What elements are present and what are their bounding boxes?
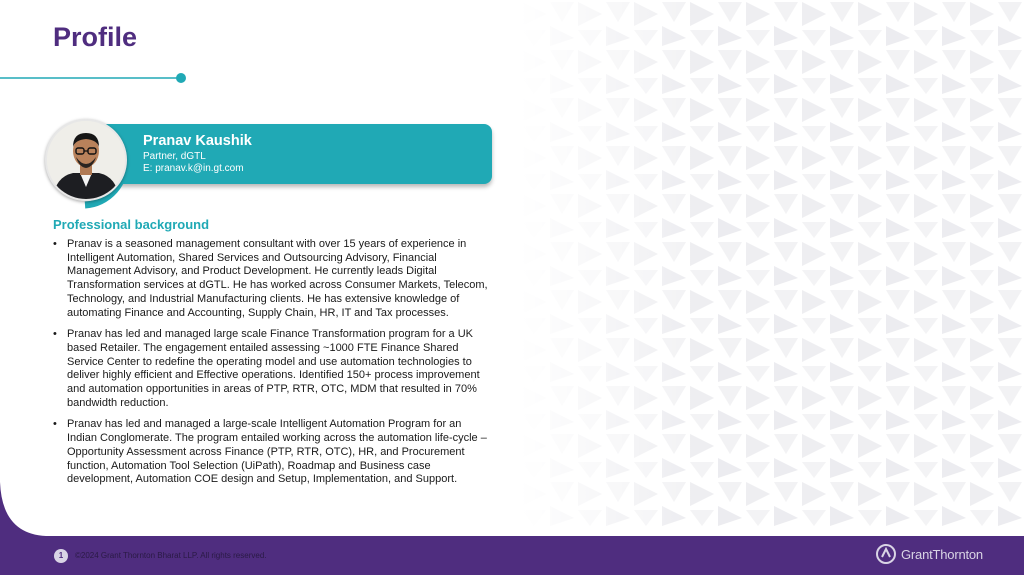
bullet-icon: • xyxy=(53,418,57,431)
background-list xyxy=(53,238,493,495)
bullet-icon: • xyxy=(53,328,57,341)
profile-email: E: pranav.k@in.gt.com xyxy=(143,163,244,174)
avatar xyxy=(45,119,127,201)
bullet-text: Pranav is a seasoned management consultant with over 15 years of experience in Intelligent Automation, Shared Services and Outsourcing Advisory, Financial Management Advisory, and Product Development. He currently leads Digital Transformation services at dGTL. He has worked across Consumer Markets, Telecom, Technology, and Industrial Manufacturing clients. He has extensive knowledge of automating Finance and Accounting, Supply Chain, HR, IT and Tax processes. xyxy=(67,238,488,319)
section-heading: Professional background xyxy=(53,217,210,232)
bullet-text: Pranav has led and managed a large-scale Intelligent Automation Program for an Indian Conglomerate. The program entailed working across the automation life-cycle – Opportunity Assessment across Finance (PTP, RTR, OTC), HR, and Procurement function, Automation Tool Selection (UiPath), Roadmap and Business case development, Automation COE design and Setup, Implementation, and Support. xyxy=(67,418,487,486)
title-underline xyxy=(0,70,190,86)
page-number: 1 xyxy=(54,549,68,563)
avatar-container xyxy=(41,115,135,209)
bullet-text: Pranav has led and managed large scale Finance Transformation program for a UK based Retailer. The engagement entailed assessing ~1000 FTE Finance Shared Service Center to redefine the operating model and use automation technologies to deliver highly efficient and Effective operations. Identified 150+ process improvement and automation opportunities in areas of PTP, RTR, OTC, MDM that resulted in 70% bandwidth reduction. xyxy=(67,328,480,409)
profile-role: Partner, dGTL xyxy=(143,151,206,162)
bullet-icon: • xyxy=(53,238,57,250)
profile-photo xyxy=(47,121,125,199)
page-title: Profile xyxy=(53,22,138,52)
company-logo xyxy=(876,543,983,565)
list-item xyxy=(53,238,493,320)
list-item xyxy=(53,328,493,410)
logo-text: GrantThornton xyxy=(901,546,983,562)
copyright-text: ©2024 Grant Thornton Bharat LLP. All rights reserved. xyxy=(75,551,267,560)
list-item xyxy=(53,418,493,487)
profile-name: Pranav Kaushik xyxy=(143,133,252,149)
grant-thornton-logo-icon xyxy=(876,544,896,564)
